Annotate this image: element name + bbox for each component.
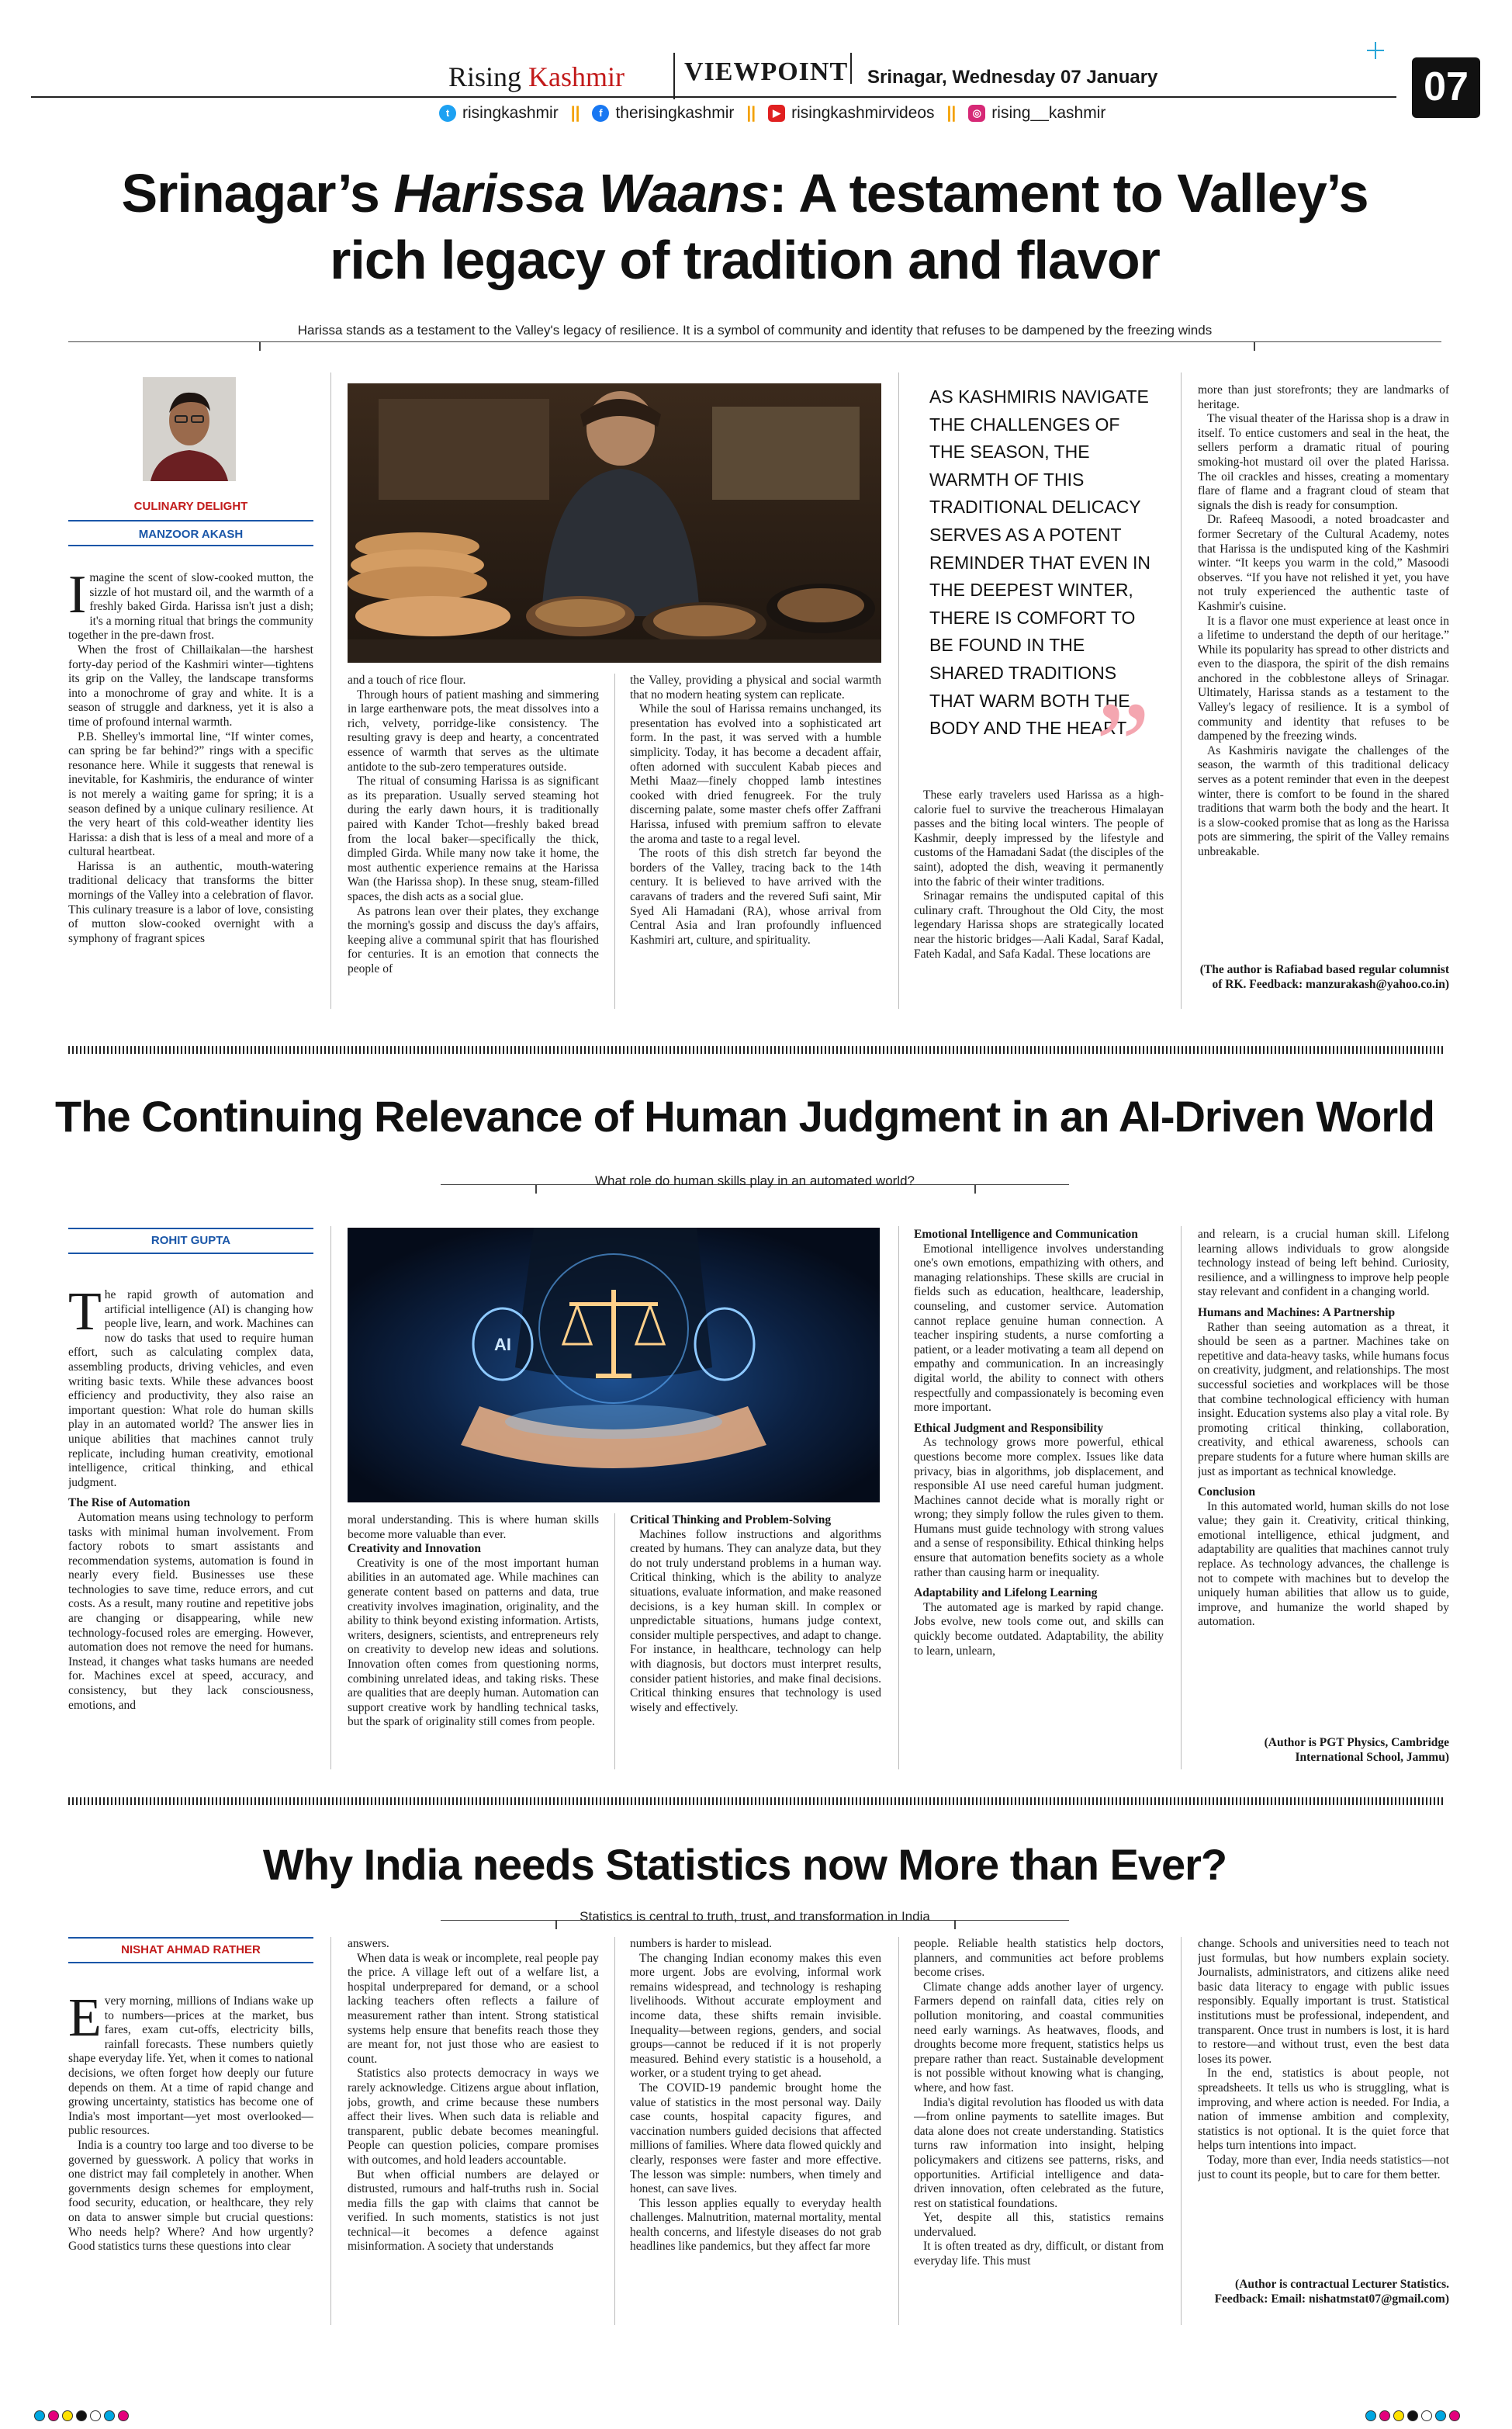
ai-justice-image <box>348 1228 880 1502</box>
headline-line-2: rich legacy of tradition and flavor <box>330 230 1160 290</box>
column-rule <box>1181 1937 1182 2325</box>
brand-rising: Rising <box>448 61 522 92</box>
article3-credit: (Author is contractual Lecturer Statistics. Feedback: Email: nishatmstat07@gmail.com) <box>1214 2278 1449 2306</box>
section-separator <box>68 1797 1443 1805</box>
youtube-handle[interactable]: risingkashmirvideos <box>791 104 935 122</box>
print-registration-marks-left <box>34 2410 129 2421</box>
column-rule <box>898 1226 899 1769</box>
article2-column-1: The rapid growth of automation and artificial intelligence (AI) is changing how people live, learn, and work. Machines can now do tasks that used to require human effort, such as calculating complex data, assembling products, driving vehicles, and even writing basic texts. While these advances boost efficiency and productivity, they also raise an important question: What role do human skills play in an automated world? The answer lies in unique abilities that machines cannot truly replicate, including human creativity, emotional intelligence, critical thinking, and ethical judgment. The Rise of Automation Automation means using technology to perform tasks with minimal human involvement. From factory robots to smart assistants and recommendation systems, automation is found in nearly every field. Businesses use these technologies to save time, reduce errors, and cut costs. As a result, many routine and repetitive jobs are changing or disappearing, while new technology-focused roles are emerging. However, automation does not remove the need for humans. Instead, it changes what tasks humans are needed for. Machines excel at speed, accuracy, and consistency, but they lack consciousness, emotions, and <box>68 1288 313 1712</box>
twitter-icon[interactable]: t <box>439 105 456 122</box>
byline-bar <box>68 545 313 546</box>
subhead: Adaptability and Lifelong Learning <box>914 1586 1098 1600</box>
masthead-divider-2 <box>850 53 852 84</box>
brand-kashmir: Kashmir <box>528 61 625 92</box>
headline-line-1: Srinagar’s Harissa Waans: A testament to Valley’s <box>121 163 1368 223</box>
byline-bar <box>68 1962 313 1963</box>
masthead-divider <box>673 53 675 99</box>
article1-author: MANZOOR AKASH <box>138 528 244 541</box>
article3-column-2: answers. When data is weak or incomplete, real people pay the price. A village left out of a welfare list, a hospital underprepared for demand, or a school lacking teachers often reflects a failure of measurement rather than intent. Strong statistical systems help ensure that benefits reach those they are meant for, not just those who are easiest to count. Statistics also protects democracy in ways we rarely acknowledge. Citizens argue about inflation, jobs, growth, and crime because these numbers affect their lives. When such data is reliable and transparent, public debate becomes meaningful. People can question policies, compare promises with outcomes, and hold leaders accountable. But when official numbers are delayed or distrusted, rumours and half-truths rush in. Social media fills the gap with claims that cannot be verified. In such moments, statistics is not just technical—it becomes a defence against misinformation. A society that understands <box>348 1937 599 2254</box>
subhead: Creativity and Innovation <box>348 1542 481 1556</box>
column-rule <box>330 372 331 1009</box>
column-rule <box>898 1937 899 2325</box>
social-bar <box>439 104 1105 123</box>
article2-author: ROHIT GUPTA <box>151 1234 231 1247</box>
subhead: Critical Thinking and Problem-Solving <box>630 1513 832 1526</box>
article2-column-3: Critical Thinking and Problem-Solving Machines follow instructions and algorithms created by humans. They can analyze data, but they do not truly understand problems in a human way. Critical thinking, which is the ability to analyze situations, evaluate information, and make reasoned decisions, is a key human skill. In complex or unpredictable situations, humans judge context, consider multiple perspectives, and adapt to change. For instance, in healthcare, technology can help with diagnosis, but doctors must interpret results, consider patient histories, and make final decisions. Critical thinking ensures that technology is used wisely and effectively. <box>630 1513 881 1714</box>
deck-tick <box>555 1920 557 1929</box>
author-photo <box>143 377 236 481</box>
dateline: Srinagar, Wednesday 07 January <box>867 67 1158 88</box>
harissa-shop-photo <box>348 383 881 663</box>
separator: || <box>946 104 957 122</box>
article3-column-4: people. Reliable health statistics help doctors, planners, and communities act before problems become crises. Climate change adds another layer of urgency. Farmers depend on rainfall data, cities rely on pollution monitoring, and coastal communities need early warnings. As heatwaves, floods, and droughts become more frequent, statistics helps us prepare rather than react. Sustainable development is not possible without knowing what is changing, where, and how fast. India's digital revolution has flooded us with data—from online payments to satellite images. But data alone does not create understanding. Statistics turns raw information into insight, helping policymakers and citizens see patterns, risks, and opportunities. Artificial intelligence and data-driven innovation, often celebrated as the future, rest on statistical foundations. Yet, despite all this, statistics remains undervalued. It is often treated as dry, difficult, or distant from everyday life. This must <box>914 1937 1164 2268</box>
subhead: The Rise of Automation <box>68 1496 191 1510</box>
column-rule <box>1181 372 1182 1009</box>
dropcap: E <box>68 1994 102 2048</box>
dropcap: T <box>68 1288 102 1342</box>
article1-pullquote: AS KASHMIRIS NAVIGATE THE CHALLENGES OF THE SEASON, THE WARMTH OF THIS TRADITIONAL DELICACY SERVES AS A POTENT REMINDER THAT EVEN IN THE DEEPEST WINTER, THERE IS COMFORT TO BE FOUND IN THE SHARED TRADITIONS THAT WARM BOTH THE BODY AND THE HEART <box>929 386 1150 739</box>
subhead: Emotional Intelligence and Communication <box>914 1228 1138 1241</box>
byline-bar <box>68 1937 313 1939</box>
deck-tick <box>954 1920 956 1929</box>
facebook-handle[interactable]: therisingkashmir <box>615 104 735 122</box>
deck-tick <box>1254 341 1255 351</box>
subhead: Humans and Machines: A Partnership <box>1198 1305 1396 1319</box>
masthead-rule <box>31 96 1396 98</box>
masthead-brand <box>448 61 625 93</box>
byline-bar <box>68 1253 313 1254</box>
separator: || <box>570 104 580 122</box>
article3-deck: Statistics is central to truth, trust, and transformation in India <box>580 1909 930 1924</box>
article1-label: CULINARY DELIGHT <box>133 500 248 513</box>
article1-column-5: more than just storefronts; they are landmarks of heritage. The visual theater of the Harissa shop is a draw in itself. To entice customers and seal in the heat, the sellers perform a dramatic ritual of pouring smoking-hot mustard oil over the plated Harissa. The oil crackles and hisses, creating a momentary flare of flame and a fragrant cloud of steam that signals the dish is ready for consumption. Dr. Rafeeq Masoodi, a noted broadcaster and former Secretary of the Cultural Academy, notes that Harissa is the undisputed king of the Kashmiri winter. “It keeps you warm in the cold,” Masoodi observes. “If you have not relished it yet, you have not truly experienced the authentic taste of Kashmir's cuisine. It is a flavor one must experience at least once in a lifetime to understand the depth of our heritage.” While its popularity has spread to other districts and even to the diaspora, the spirit of the dish remains anchored in the cobblestone alleys of Srinagar. Ultimately, Harissa stands as a testament to the Valley's legacy of resilience. It is a symbol of community and identity that refuses to be dampened by the freezing winds. As Kashmiris navigate the challenges of the season, the warmth of this traditional delicacy serves as a potent reminder that even in the deepest winter, there is comfort to be found in the shared traditions that warm both the body and the heart. It is a slow-cooked promise that as long as the Harissa pots are simmering, the spirit of the Valley remains unbreakable. <box>1198 383 1449 858</box>
crosshair-mark-v <box>1375 42 1376 59</box>
dropcap: I <box>68 571 87 625</box>
column-rule <box>614 674 615 1009</box>
article2-headline: The Continuing Relevance of Human Judgment in an AI-Driven World <box>55 1092 1434 1141</box>
twitter-handle[interactable]: risingkashmir <box>462 104 559 122</box>
subhead: Ethical Judgment and Responsibility <box>914 1421 1104 1435</box>
section-title: VIEWPOINT <box>684 57 849 86</box>
column-rule <box>614 1513 615 1769</box>
facebook-icon[interactable]: f <box>592 105 609 122</box>
article2-deck: What role do human skills play in an automated world? <box>595 1173 915 1188</box>
youtube-icon[interactable]: ▶ <box>768 105 785 122</box>
article2-column-4: Emotional Intelligence and Communication Emotional intelligence involves understanding one's own emotions, empathizing with others, and managing relationships. These skills are crucial in fields such as education, healthcare, leadership, counseling, and customer service. Automation cannot replace genuine human connection. A teacher inspiring students, a nurse comforting a patient, or a leader motivating a team all depend on empathy and communication. In an increasingly digital world, the ability to connect with others respectfully and compassionately is becoming even more important. Ethical Judgment and Responsibility As technology grows more powerful, ethical questions become more complex. Issues like data privacy, bias in algorithms, job displacement, and responsible AI use need careful human judgment. Machines cannot decide what is morally right or wrong; they simply follow the rules given to them. Humans must guide technology with strong values and a sense of responsibility. Ethical thinking helps ensure that automation benefits society as a whole rather than causing harm or inequality. Adaptability and Lifelong Learning The automated age is marked by rapid change. Jobs evolve, new tools come out, and skills can quickly become outdated. Adaptability, the ability to learn, unlearn, <box>914 1228 1164 1658</box>
section-separator <box>68 1046 1443 1054</box>
article2-credit: (Author is PGT Physics, Cambridge International School, Jammu) <box>1264 1736 1449 1764</box>
article1-column-1: Imagine the scent of slow-cooked mutton, the sizzle of hot mustard oil, and the warmth of a freshly baked Girda. Harissa isn't just a dish; it's a morning ritual that brings the community together in the pre-dawn frost. When the frost of Chillaikalan—the harshest forty-day period of the Kashmiri winter—tightens its grip on the Valley, the landscape transforms into a monochrome of gray and white. It is a season of struggle and darkness, yet it is also a time of profound internal warmth. P.B. Shelley's immortal line, “If winter comes, can spring be far behind?” rings with a specific resonance here. While it suggests that renewal is inevitable, for Kashmiris, the endurance of winter is not merely a waiting game for spring; it is a season defined by a unique culinary resilience. At the very heart of this cold-weather identity lies Harissa: a dish that is less of a meal and more of a cultural heartbeat. Harissa is an authentic, mouth-watering traditional delicacy that transforms the bitter mornings of the Valley into a celebration of flavor. This culinary treasure is a labor of love, consisting of mutton slow-cooked overnight with a symphony of fragrant spices <box>68 571 313 945</box>
deck-tick <box>974 1184 976 1194</box>
instagram-handle[interactable]: rising__kashmir <box>991 104 1106 122</box>
subhead: Conclusion <box>1198 1485 1256 1499</box>
article3-column-1: Every morning, millions of Indians wake up to numbers—prices at the market, bus fares, exam cut-offs, electricity bills, rainfall forecasts. These numbers quietly shape everyday life. Yet, when it comes to national decisions, we often forget how deeply our future depends on them. At a time of rapid change and growing uncertainty, statistics has become one of India's most important—yet most overlooked—public resources. India is a country too large and too diverse to be governed by guesswork. A policy that works in one district may fail completely in another. When governments design schemes for employment, food security, education, or healthcare, they rely on data to answer simple but crucial questions: Who needs help? Where? And how urgently? Good statistics turns these questions into clear <box>68 1994 313 2254</box>
article2-column-5: and relearn, is a crucial human skill. Lifelong learning allows individuals to grow alongside technology instead of being left behind. Curiosity, resilience, and a willingness to improve help people stay relevant and confident in a changing world. Humans and Machines: A Partnership Rather than seeing automation as a threat, it should be seen as a partner. Machines take on repetitive and data-heavy tasks, while humans focus on creativity, judgment, and relationships. The most successful societies and workplaces will be those that combine technological efficiency with human insight. Education systems also play a vital role. By promoting critical thinking, collaboration, creativity, and ethical awareness, schools can prepare students for a future where human skills are just as important as technical knowledge. Conclusion In this automated world, human skills do not lose value; they gain it. Creativity, critical thinking, emotional intelligence, ethical judgment, and adaptability are qualities that machines cannot truly replace. As technology advances, the challenge is not to compete with machines but to develop the uniquely human abilities that allow us to guide, improve, and humanize the world shaped by automation. <box>1198 1228 1449 1629</box>
deck-tick <box>259 341 261 351</box>
article1-headline <box>47 160 1443 293</box>
article3-column-3: numbers is harder to mislead. The changing Indian economy makes this even more urgent. Jobs are evolving, informal work remains widespread, and technology is reshaping livelihoods. Without accurate employment and income data, these shifts remain invisible. Inequality—between regions, genders, and social groups—cannot be reduced if it is not properly measured. Behind every statistic is a household, a worker, or a student trying to get ahead. The COVID-19 pandemic brought home the value of statistics in the most personal way. Daily case counts, hospital capacity figures, and vaccination numbers guided decisions that affected millions of families. Where data flowed quickly and clearly, responses were faster and more effective. The lesson was simple: numbers, when timely and honest, can save lives. This lesson applies equally to everyday health challenges. Malnutrition, maternal mortality, mental health concerns, and lifestyle diseases do not grab headlines like pandemics, but they affect far more <box>630 1937 881 2254</box>
article3-author: NISHAT AHMAD RATHER <box>121 1943 261 1956</box>
deck-tick <box>535 1184 537 1194</box>
column-rule <box>898 372 899 1009</box>
article3-column-5: change. Schools and universities need to teach not just formulas, but how numbers explain society. Journalists, administrators, and citizens alike need basic data literacy to engage with public issues responsibly. Equally important is trust. Statistical institutions must be professional, independent, and transparent. Once trust in numbers is lost, it is hard to restore—and without trust, even the best data loses its power. In the end, statistics is about people, not spreadsheets. It tells us who is struggling, what is improving, and where action is needed. For India, a nation of immense ambition and complexity, statistics is not optional. It is the quiet force that helps turn intentions into impact. Today, more than ever, India needs statistics—not just to count its people, but to care for them better. <box>1198 1937 1449 2181</box>
byline-bar <box>68 1228 313 1229</box>
column-rule <box>614 1937 615 2325</box>
column-rule <box>330 1937 331 2325</box>
separator: || <box>746 104 756 122</box>
byline-bar <box>68 520 313 521</box>
quote-mark: ” <box>1095 676 1151 814</box>
ai-label: AI <box>494 1335 511 1354</box>
page-number: 07 <box>1412 57 1480 118</box>
article1-credit: (The author is Rafiabad based regular columnist of RK. Feedback: manzurakash@yahoo.co.in) <box>1199 963 1449 991</box>
article1-column-2: and a touch of rice flour. Through hours of patient mashing and simmering in large earthenware pots, the meat dissolves into a rich, velvety, porridge-like consistency. The resulting gravy is deep and hearty, a concentrated essence of warmth that serves as the ultimate antidote to the sub-zero temperatures outside. The ritual of consuming Harissa is as significant as its preparation. Usually served steaming hot during the early dawn hours, it is traditionally paired with Kander Tchot—freshly baked bread from the local baker—specifically the thick, dimpled Girda. While many now take it home, the most authentic experience remains at the Harissa Wan (the Harissa shop). In these snug, steam-filled spaces, the dish acts as a social glue. As patrons lean over their plates, they exchange the morning's gossip and discuss the day's affairs, keeping alive a communal spirit that has flourished for centuries. It is an emotion that connects the people of <box>348 674 599 975</box>
column-rule <box>330 1226 331 1769</box>
column-rule <box>1181 1226 1182 1769</box>
deck-rule <box>68 341 1441 342</box>
article1-column-3: the Valley, providing a physical and social warmth that no modern heating system can replicate. While the soul of Harissa remains unchanged, its presentation has evolved into a sophisticated art form. In the past, it was served with a humble simplicity. Today, it has become a decadent affair, often adorned with succulent Kabab pieces and Methi Maaz—finely chopped lamb intestines cooked with dried fenugreek. For the truly discerning palate, some master chefs offer Zaffrani Harissa, infused with premium saffron to elevate the aroma and taste to a regal level. The roots of this dish stretch far beyond the borders of the Valley, tracing back to the 14th century. It is believed to have arrived with the caravans of traders and the revered Sufi saint, Mir Syed Ali Hamadani (RA), whose arrival from Central Asia and Iran profoundly influenced Kashmiri art, culture, and spirituality. <box>630 674 881 947</box>
article1-deck: Harissa stands as a testament to the Valley's legacy of resilience. It is a symbol of community and identity that refuses to be dampened by the freezing winds <box>297 323 1213 338</box>
print-registration-marks-right <box>1365 2410 1460 2421</box>
article2-column-2: moral understanding. This is where human skills become more valuable than ever. Creativity and Innovation Creativity is one of the most important human abilities in an automated age. While machines can generate content based on patterns and data, true creativity involves imagination, originality, and the ability to think beyond existing information. Artists, writers, designers, scientists, and entrepreneurs rely on creativity to develop new ideas and solutions. Innovation often comes from questioning norms, combining unrelated ideas, and taking risks. These are qualities that are deeply human. Automation can support creative work by handling technical tasks, but the spark of originality still comes from people. <box>348 1513 599 1729</box>
article1-column-4: These early travelers used Harissa as a high-calorie fuel to survive the treacherous Himalayan passes and the biting local winters. The people of Kashmir, deeply impressed by the lifestyle and customs of the Hamadani Sadat (the disciples of the saint), adopted the dish, weaving it permanently into the fabric of their winter traditions. Srinagar remains the undisputed capital of this culinary craft. Throughout the Old City, the most legendary Harissa shops are strategically located near the historic bridges—Aali Kadal, Saraf Kadal, Fateh Kadal, and Safa Kadal. These locations are <box>914 788 1164 961</box>
article3-headline: Why India needs Statistics now More than Ever? <box>262 1840 1227 1889</box>
instagram-icon[interactable]: ◎ <box>968 105 985 122</box>
